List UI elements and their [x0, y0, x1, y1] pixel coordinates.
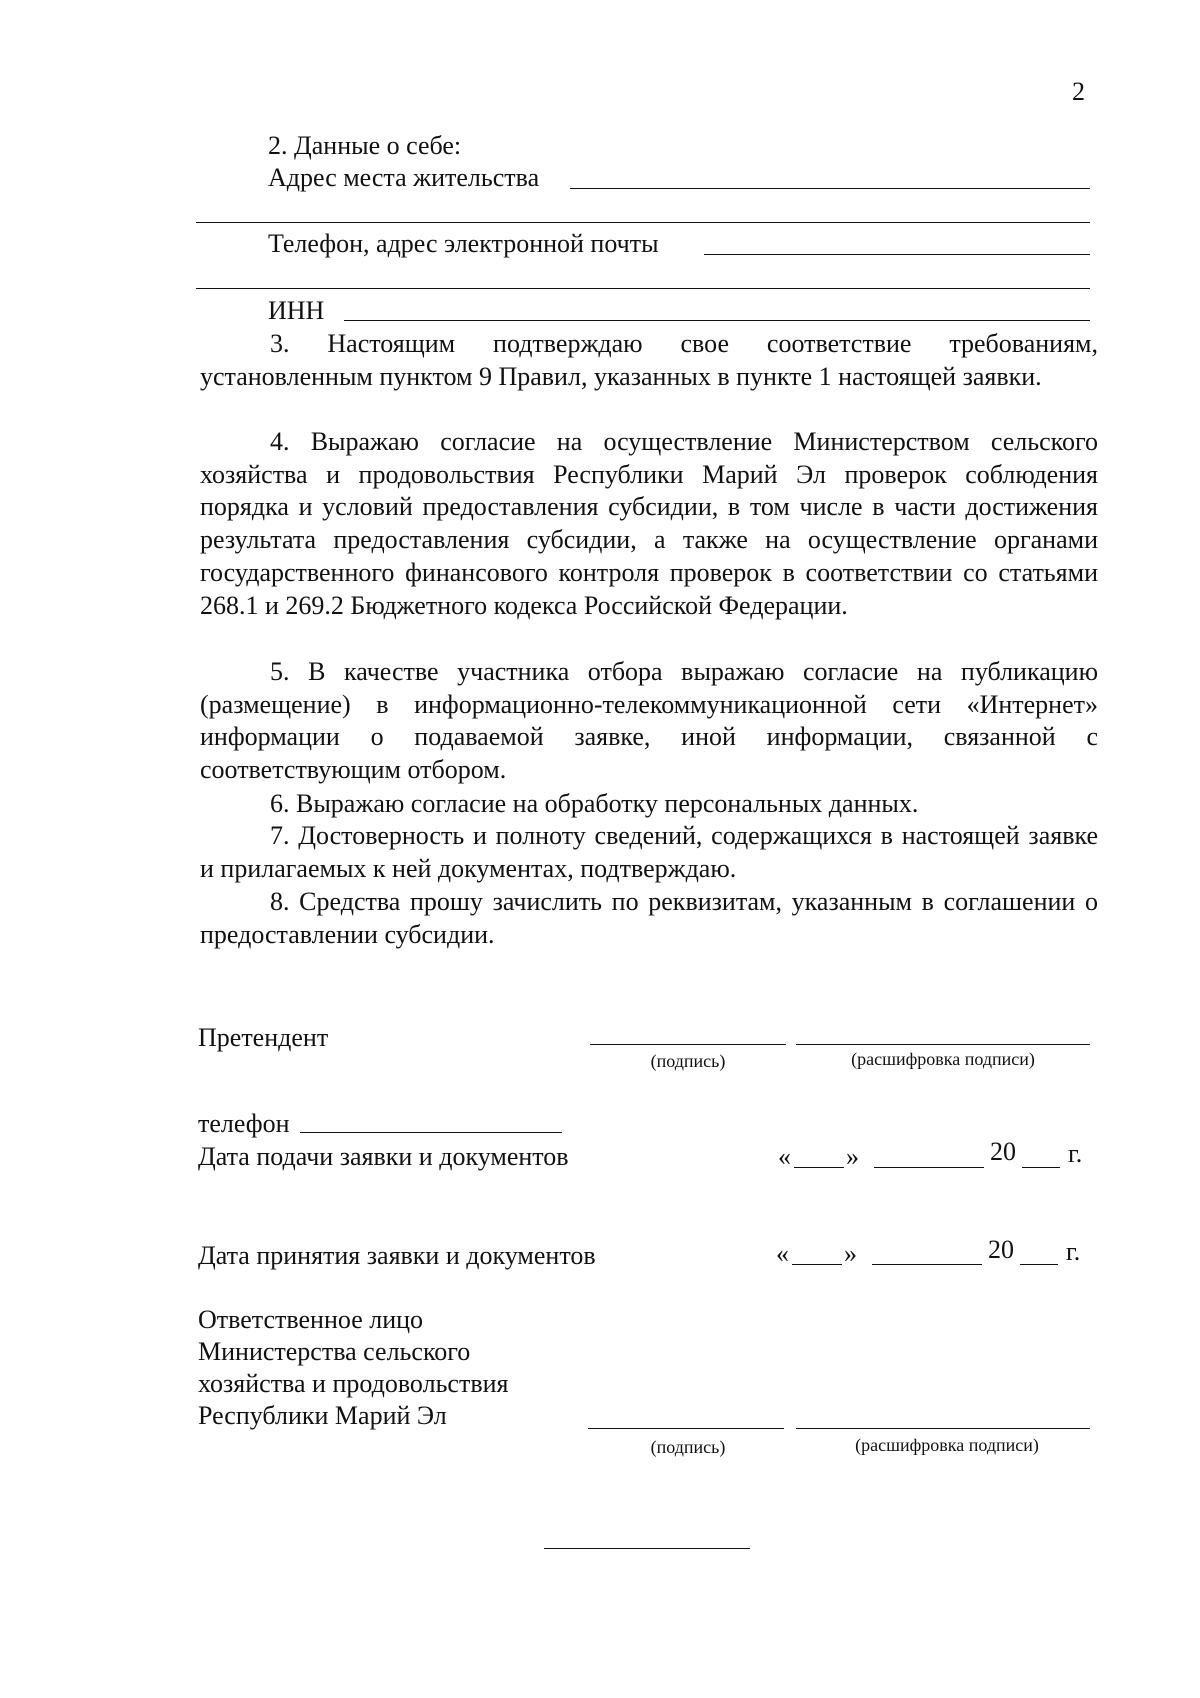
paragraph-8 — [200, 886, 1098, 951]
submission-year-suffix: г. — [1068, 1139, 1083, 1168]
applicant-decode-caption: (расшифровка подписи) — [851, 1049, 1035, 1069]
submission-close-quote: » — [846, 1142, 859, 1171]
closing-rule — [544, 1548, 750, 1549]
paragraph-6-text: 6. Выражаю согласие на обработку персональных данных. — [270, 789, 919, 818]
acceptance-open-quote: « — [776, 1239, 789, 1268]
paragraph-5 — [200, 656, 1098, 787]
acceptance-close-quote: » — [844, 1239, 857, 1268]
phone-email-field-line[interactable] — [704, 254, 1090, 255]
paragraph-3-text: 3. Настоящим подтверждаю свое соответствие требованиям, установленным пунктом 9 Правил, указанных в пункте 1 настоящей заявки. — [200, 329, 1098, 391]
applicant-decode-line[interactable] — [796, 1044, 1090, 1045]
acceptance-date-label: Дата принятия заявки и документов — [198, 1241, 596, 1270]
inn-field-line[interactable] — [344, 320, 1090, 321]
phone-email-field-line-2[interactable] — [196, 288, 1090, 289]
acceptance-year-line[interactable] — [1020, 1264, 1058, 1265]
page-number: 2 — [1072, 77, 1085, 106]
submission-date-label: Дата подачи заявки и документов — [198, 1142, 569, 1171]
paragraph-3 — [200, 328, 1098, 393]
paragraph-5-text: 5. В качестве участника отбора выражаю согласие на публикацию (размещение) в информационно-телекоммуникационной сети «Интернет» информации о подаваемой заявке, иной информации, связанной с соответствующим отбором. — [200, 657, 1098, 785]
applicant-signature-line[interactable] — [590, 1044, 786, 1045]
address-field-line-2[interactable] — [196, 222, 1090, 223]
paragraph-4 — [200, 426, 1098, 622]
personal-data-heading: 2. Данные о себе: — [268, 131, 462, 160]
paragraph-4-text: 4. Выражаю согласие на осуществление Министерством сельского хозяйства и продовольствия Республики Марий Эл проверок соблюдения порядка и условий предоставления субсидии, в том числе в части достижения результата предоставления субсидии, а также на осуществление органами государственного финансового контроля проверок в соответствии со статьями 268.1 и 269.2 Бюджетного кодекса Российской Федерации. — [200, 427, 1098, 620]
phone-field-line[interactable] — [300, 1132, 562, 1133]
address-field-line[interactable] — [570, 188, 1090, 189]
responsible-line-4: Республики Марий Эл — [198, 1401, 447, 1430]
submission-open-quote: « — [778, 1142, 791, 1171]
responsible-line-1: Ответственное лицо — [198, 1305, 424, 1334]
inn-label: ИНН — [268, 296, 325, 325]
responsible-line-2: Министерства сельского — [198, 1337, 471, 1366]
acceptance-month-line[interactable] — [872, 1264, 982, 1265]
acceptance-year-suffix: г. — [1066, 1237, 1081, 1266]
submission-year-line[interactable] — [1022, 1167, 1060, 1168]
submission-month-line[interactable] — [874, 1167, 984, 1168]
acceptance-year-prefix: 20 — [988, 1235, 1014, 1264]
responsible-decode-caption: (расшифровка подписи) — [855, 1435, 1039, 1455]
paragraph-8-text: 8. Средства прошу зачислить по реквизитам, указанным в соглашении о предоставлении субсидии. — [200, 887, 1098, 949]
applicant-label: Претендент — [198, 1023, 329, 1052]
phone-email-label: Телефон, адрес электронной почты — [268, 229, 659, 258]
submission-year-prefix: 20 — [990, 1137, 1016, 1166]
responsible-decode-line[interactable] — [796, 1428, 1090, 1429]
paragraph-6 — [200, 788, 1098, 821]
address-label: Адрес места жительства — [268, 163, 540, 192]
paragraph-7-text: 7. Достоверность и полноту сведений, содержащихся в настоящей заявке и прилагаемых к ней документах, подтверждаю. — [200, 821, 1098, 883]
responsible-sign-caption: (подпись) — [650, 1437, 726, 1457]
applicant-sign-caption: (подпись) — [650, 1051, 726, 1071]
responsible-line-3: хозяйства и продовольствия — [198, 1369, 509, 1398]
phone-label: телефон — [198, 1109, 290, 1138]
responsible-signature-line[interactable] — [588, 1428, 784, 1429]
acceptance-day-line[interactable] — [792, 1264, 842, 1265]
submission-day-line[interactable] — [794, 1167, 844, 1168]
paragraph-7 — [200, 820, 1098, 885]
